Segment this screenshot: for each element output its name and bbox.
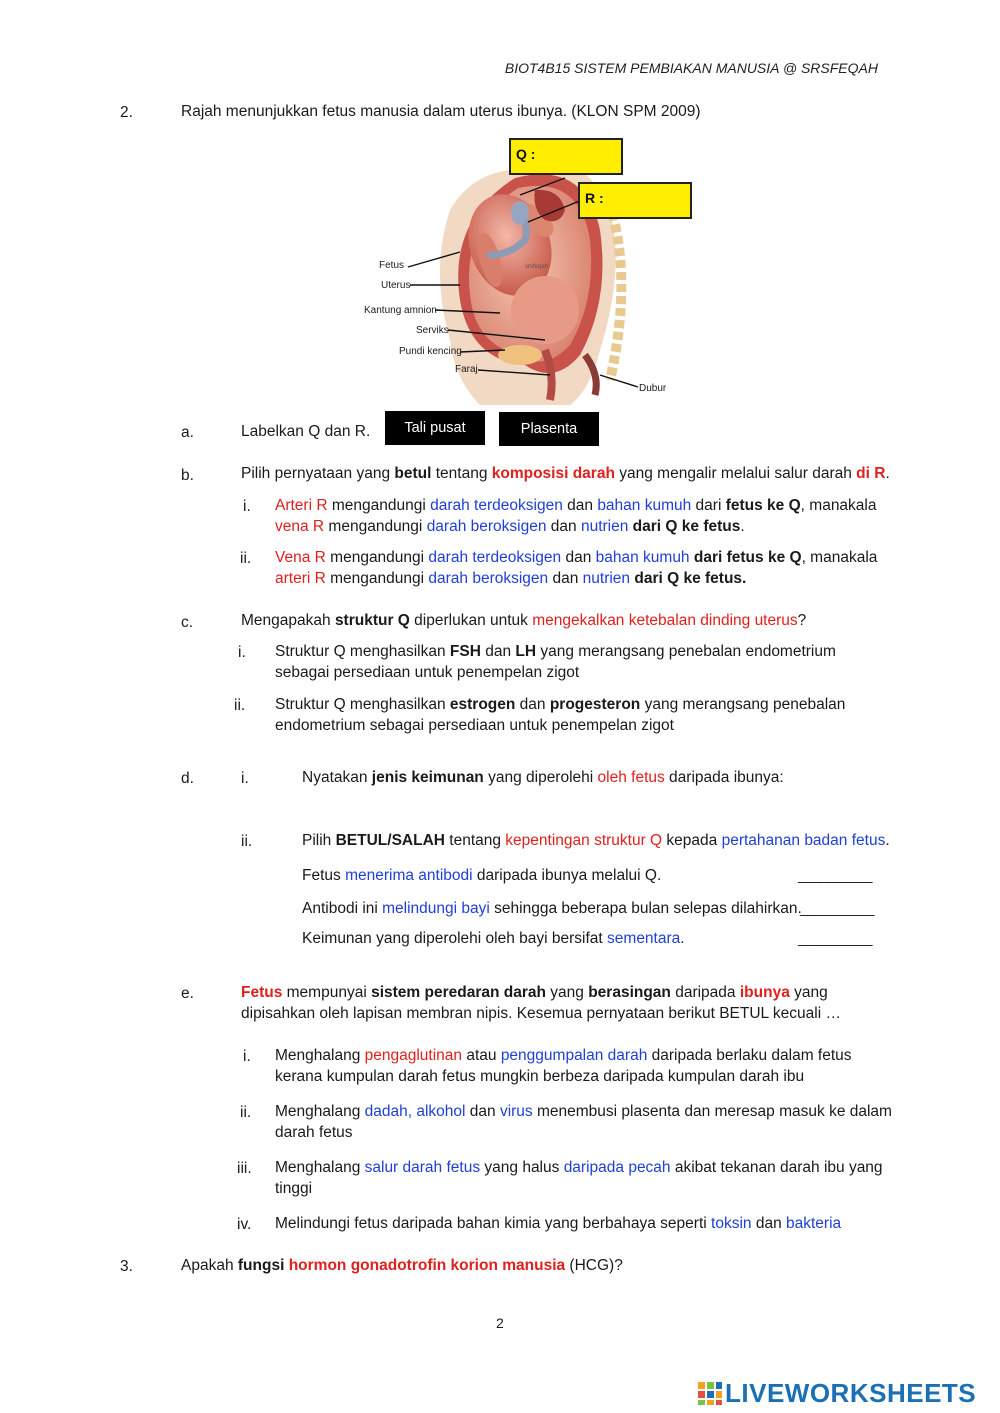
answer-box-q[interactable]: Q : bbox=[509, 138, 623, 175]
part-e-option-iii-line1[interactable]: Menghalang salur darah fetus yang halus daripada pecah akibat tekanan darah ibu yang bbox=[275, 1159, 883, 1176]
part-e-question-line1: Fetus mempunyai sistem peredaran darah yang berasingan daripada ibunya yang bbox=[241, 984, 828, 1001]
part-d-i-number: i. bbox=[241, 770, 249, 787]
question-2-number: 2. bbox=[120, 104, 133, 121]
part-e-option-iv[interactable]: Melindungi fetus daripada bahan kimia yang berbahaya seperti toksin dan bakteria bbox=[275, 1215, 842, 1232]
part-b-option-ii-line2[interactable]: arteri R mengandungi darah beroksigen dan nutrien dari Q ke fetus. bbox=[275, 570, 747, 587]
part-b-question: Pilih pernyataan yang betul tentang komposisi darah yang mengalir melalui salur darah di R. bbox=[241, 465, 890, 482]
part-b-letter: b. bbox=[181, 467, 194, 484]
part-b-option-ii-line1[interactable]: Vena R mengandungi darah terdeoksigen dan bahan kumuh dari fetus ke Q, manakala bbox=[275, 549, 878, 566]
part-d-ii-number: ii. bbox=[241, 833, 253, 850]
part-b-option-i-line1[interactable]: Arteri R mengandungi darah terdeoksigen dan bahan kumuh dari fetus ke Q, manakala bbox=[275, 497, 877, 514]
liveworksheets-text: LIVEWORKSHEETS bbox=[725, 1378, 977, 1408]
label-serviks: Serviks bbox=[416, 325, 449, 336]
part-b-ii-number: ii. bbox=[240, 550, 252, 567]
part-c-letter: c. bbox=[181, 614, 194, 631]
part-c-option-ii-line2[interactable]: endometrium sebagai persediaan untuk penempelan zigot bbox=[275, 717, 674, 734]
part-e-option-iii-line2[interactable]: tinggi bbox=[275, 1180, 313, 1197]
label-uterus: Uterus bbox=[381, 280, 411, 291]
part-c-question: Mengapakah struktur Q diperlukan untuk mengekalkan ketebalan dinding uterus? bbox=[241, 612, 807, 629]
question-3-text: Apakah fungsi hormon gonadotrofin korion manusia (HCG)? bbox=[181, 1257, 623, 1274]
part-d-statement-2: Antibodi ini melindungi bayi sehingga beberapa bulan selepas dilahirkan. bbox=[302, 900, 802, 917]
part-c-option-ii-line1[interactable]: Struktur Q menghasilkan estrogen dan progesteron yang merangsang penebalan bbox=[275, 696, 846, 713]
part-c-i-number: i. bbox=[238, 644, 246, 661]
liveworksheets-logo-icon bbox=[697, 1380, 723, 1406]
part-e-question-line2: dipisahkan oleh lapisan membran nipis. Kesemua pernyataan berikut BETUL kecuali … bbox=[241, 1005, 841, 1022]
page-number: 2 bbox=[496, 1315, 504, 1331]
answer-blank-3[interactable]: __________ bbox=[798, 930, 872, 947]
part-d-letter: d. bbox=[181, 770, 194, 787]
part-c-option-i-line1[interactable]: Struktur Q menghasilkan FSH dan LH yang merangsang penebalan endometrium bbox=[275, 643, 836, 660]
part-e-iv-number: iv. bbox=[237, 1216, 252, 1233]
part-e-i-number: i. bbox=[243, 1048, 251, 1065]
part-d-statement-3: Keimunan yang diperolehi oleh bayi bersifat sementara. bbox=[302, 930, 685, 947]
part-d-ii-question: Pilih BETUL/SALAH tentang kepentingan struktur Q kepada pertahanan badan fetus. bbox=[302, 832, 890, 849]
part-b-i-number: i. bbox=[243, 498, 251, 515]
part-a-letter: a. bbox=[181, 424, 194, 441]
label-kantung-amnion: Kantung amnion bbox=[364, 305, 437, 316]
option-plasenta[interactable]: Plasenta bbox=[499, 412, 599, 446]
label-pundi-kencing: Pundi kencing bbox=[399, 346, 462, 357]
answer-box-r[interactable]: R : bbox=[578, 182, 692, 219]
part-c-option-i-line2[interactable]: sebagai persediaan untuk penempelan zigot bbox=[275, 664, 580, 681]
liveworksheets-brand[interactable] bbox=[697, 1378, 976, 1409]
part-b-option-i-line2[interactable]: vena R mengandungi darah beroksigen dan nutrien dari Q ke fetus. bbox=[275, 518, 745, 535]
part-e-option-ii-line1[interactable]: Menghalang dadah, alkohol dan virus menembusi plasenta dan meresap masuk ke dalam bbox=[275, 1103, 892, 1120]
part-e-option-ii-line2[interactable]: darah fetus bbox=[275, 1124, 353, 1141]
question-2-title: Rajah menunjukkan fetus manusia dalam uterus ibunya. (KLON SPM 2009) bbox=[181, 103, 701, 120]
option-tali-pusat[interactable]: Tali pusat bbox=[385, 411, 485, 445]
part-d-statement-1: Fetus menerima antibodi daripada ibunya melalui Q. bbox=[302, 867, 662, 884]
part-e-ii-number: ii. bbox=[240, 1104, 252, 1121]
part-e-option-i-line1[interactable]: Menghalang pengaglutinan atau penggumpalan darah daripada berlaku dalam fetus bbox=[275, 1047, 852, 1064]
page-header: BIOT4B15 SISTEM PEMBIAKAN MANUSIA @ SRSFEQAH bbox=[504, 60, 878, 76]
part-e-letter: e. bbox=[181, 985, 194, 1002]
label-dubur: Dubur bbox=[639, 383, 667, 394]
label-fetus: Fetus bbox=[379, 260, 405, 271]
label-faraj: Faraj bbox=[455, 364, 478, 375]
part-c-ii-number: ii. bbox=[234, 697, 246, 714]
part-e-iii-number: iii. bbox=[237, 1160, 252, 1177]
part-d-i-question: Nyatakan jenis keimunan yang diperolehi oleh fetus daripada ibunya: bbox=[302, 769, 784, 786]
part-a-text: Labelkan Q dan R. bbox=[241, 423, 371, 440]
answer-blank-1[interactable]: __________ bbox=[798, 867, 872, 884]
diagram-watermark: srsfeqah bbox=[525, 264, 549, 270]
question-3-number: 3. bbox=[120, 1258, 133, 1275]
answer-blank-2[interactable]: __________ bbox=[800, 900, 874, 917]
part-e-option-i-line2[interactable]: kerana kumpulan darah fetus mungkin berbeza daripada kumpulan darah ibu bbox=[275, 1068, 805, 1085]
